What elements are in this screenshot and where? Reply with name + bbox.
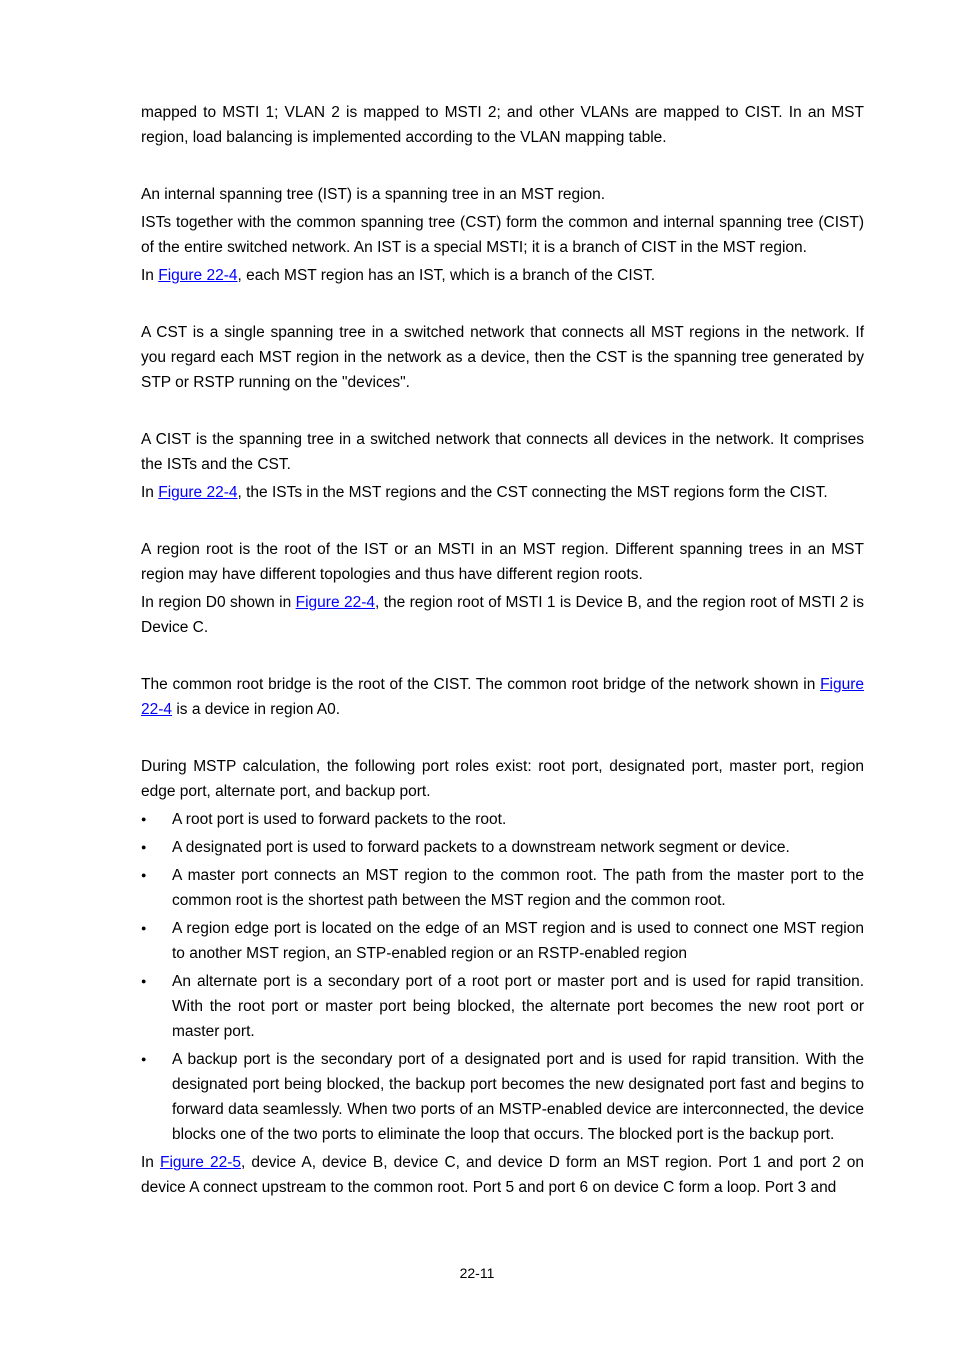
paragraph-region-root-definition: A region root is the root of the IST or an MSTI in an MST region. Different spanning trees in an MST region may have different topologies and thus have different region roots. <box>141 541 864 583</box>
port-roles-list <box>141 807 864 1147</box>
paragraph-cist-definition: A CIST is the spanning tree in a switched network that connects all devices in the network. It comprises the ISTs and the CST. <box>141 431 864 473</box>
paragraph-common-root: The common root bridge is the root of the CIST. The common root bridge of the network shown in Figure 22-4 is a device in region A0. <box>141 676 864 718</box>
list-item: ● A master port connects an MST region to the common root. The path from the master port to the common root is the shortest path between the MST region and the common root. <box>141 863 864 913</box>
figure-22-5-link[interactable]: Figure 22-5 <box>159 1154 241 1171</box>
page-number: 22-11 <box>459 1265 495 1281</box>
list-item: ● A region edge port is located on the edge of an MST region and is used to connect one MST region to another MST region, an STP-enabled region or an RSTP-enabled region <box>141 916 864 966</box>
figure-22-4-link[interactable]: Figure 22-4 <box>158 484 238 501</box>
page-content <box>141 100 864 1200</box>
paragraph-ist-definition: An internal spanning tree (IST) is a spanning tree in an MST region. <box>141 186 606 203</box>
paragraph-port-roles-figure: In Figure 22-5, device A, device B, device C, and device D form an MST region. Port 1 and port 2 on device A connect upstream to the common root. Port 5 and port 6 on device C form a loop. Port 3 and <box>141 1154 865 1196</box>
paragraph-cist-figure: In Figure 22-4, the ISTs in the MST regions and the CST connecting the MST regions form the CIST. <box>141 484 828 501</box>
paragraph-ist-figure: In Figure 22-4, each MST region has an IST, which is a branch of the CIST. <box>141 267 656 284</box>
paragraph-region-root-figure: In region D0 shown in Figure 22-4, the region root of MSTI 1 is Device B, and the region root of MSTI 2 is Device C. <box>141 594 865 636</box>
list-item: ● A root port is used to forward packets to the root. <box>141 807 864 832</box>
list-item: ● A designated port is used to forward packets to a downstream network segment or device. <box>141 835 864 860</box>
figure-22-4-link[interactable]: Figure 22-4 <box>141 676 864 718</box>
paragraph-vlan-mapping: mapped to MSTI 1; VLAN 2 is mapped to MSTI 2; and other VLANs are mapped to CIST. In an MST region, load balancing is implemented according to the VLAN mapping table. <box>141 104 864 146</box>
figure-22-4-link[interactable]: Figure 22-4 <box>158 267 238 284</box>
list-item: ● A backup port is the secondary port of a designated port and is used for rapid transition. With the designated port being blocked, the backup port becomes the new designated port fast and begins to forward data seamlessly. When two ports of an MSTP-enabled device are interconnected, the device blocks one of the two ports to eliminate the loop that occurs. The blocked port is the backup port. <box>141 1047 864 1147</box>
list-item: ● An alternate port is a secondary port of a root port or master port and is used for rapid transition. With the root port or master port being blocked, the alternate port becomes the new root port or master port. <box>141 969 864 1044</box>
paragraph-cst-definition: A CST is a single spanning tree in a switched network that connects all MST regions in the network. If you regard each MST region in the network as a device, then the CST is the spanning tree generated by STP or RSTP running on the "devices". <box>141 324 864 391</box>
paragraph-port-roles-intro: During MSTP calculation, the following port roles exist: root port, designated port, master port, region edge port, alternate port, and backup port. <box>141 758 864 800</box>
figure-22-4-link[interactable]: Figure 22-4 <box>295 594 375 611</box>
paragraph-ist-cist: ISTs together with the common spanning tree (CST) form the common and internal spanning tree (CIST) of the entire switched network. An IST is a special MSTI; it is a branch of CIST in the MST region. <box>141 214 864 256</box>
